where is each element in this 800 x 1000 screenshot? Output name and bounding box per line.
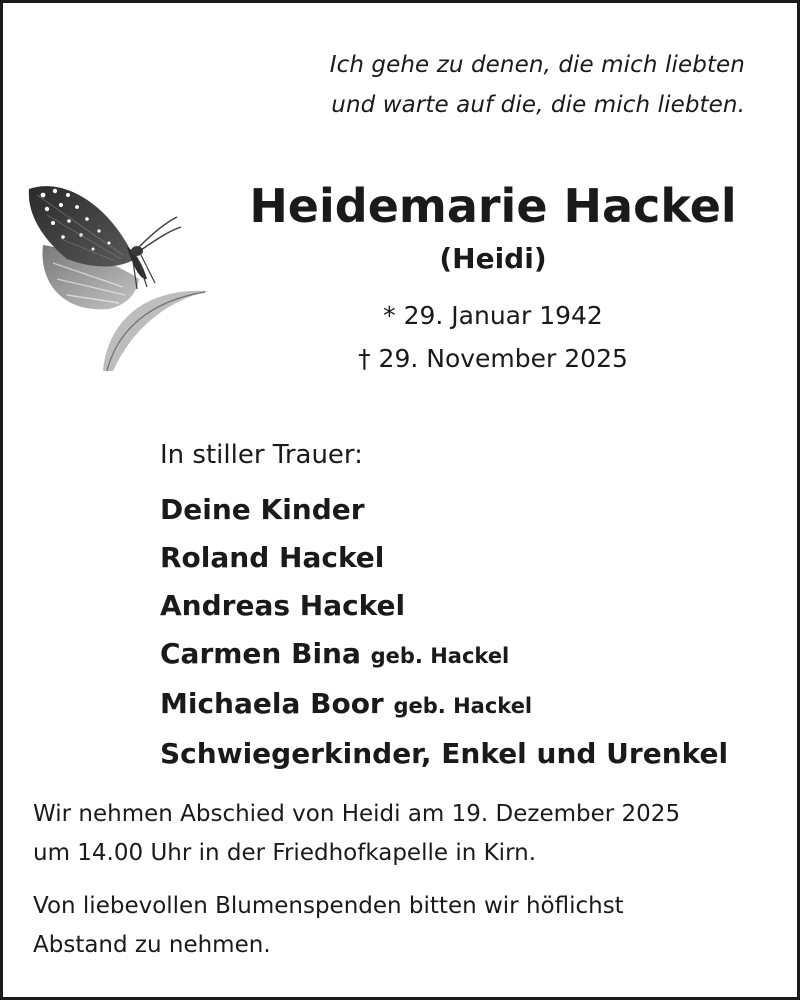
maiden-name: geb. Hackel [370,644,510,668]
flower-notice-line-1: Von liebevollen Blumenspenden bitten wir höflichst [33,893,624,919]
funeral-notice-line-1: Wir nehmen Abschied von Heidi am 19. Dezember 2025 [33,801,681,827]
verse-line-1: Ich gehe zu denen, die mich liebten [329,52,745,78]
maiden-name: geb. Hackel [393,694,533,718]
mourner-entry [160,582,728,630]
death-date: † 29. November 2025 [358,344,628,373]
funeral-notice-line-2: um 14.00 Uhr in der Friedhofkapelle in Kirn. [33,840,537,866]
mourners-list [160,486,728,778]
mourner-name: Carmen Bina [160,637,361,670]
mourner-name: Schwiegerkinder, Enkel und Urenkel [160,737,729,770]
mourner-entry [160,680,728,730]
mourner-name: Roland Hackel [160,541,385,574]
mourner-entry [160,534,728,582]
flower-notice-line-2: Abstand zu nehmen. [33,932,271,958]
mourner-name: Andreas Hackel [160,589,406,622]
birth-date: * 29. Januar 1942 [383,301,603,330]
funeral-notice [33,795,680,873]
mourner-entry [160,486,728,534]
verse-line-2: und warte auf die, die mich liebten. [331,92,745,118]
mourner-entry [160,630,728,680]
deceased-nickname: (Heidi) [439,242,547,275]
verse [330,45,745,125]
flower-notice [33,887,624,965]
mourner-entry [160,730,728,778]
mourner-name: Michaela Boor [160,687,384,720]
mourning-intro: In stiller Trauer: [160,440,363,470]
mourner-name: Deine Kinder [160,493,365,526]
deceased-name: Heidemarie Hackel [249,179,737,233]
